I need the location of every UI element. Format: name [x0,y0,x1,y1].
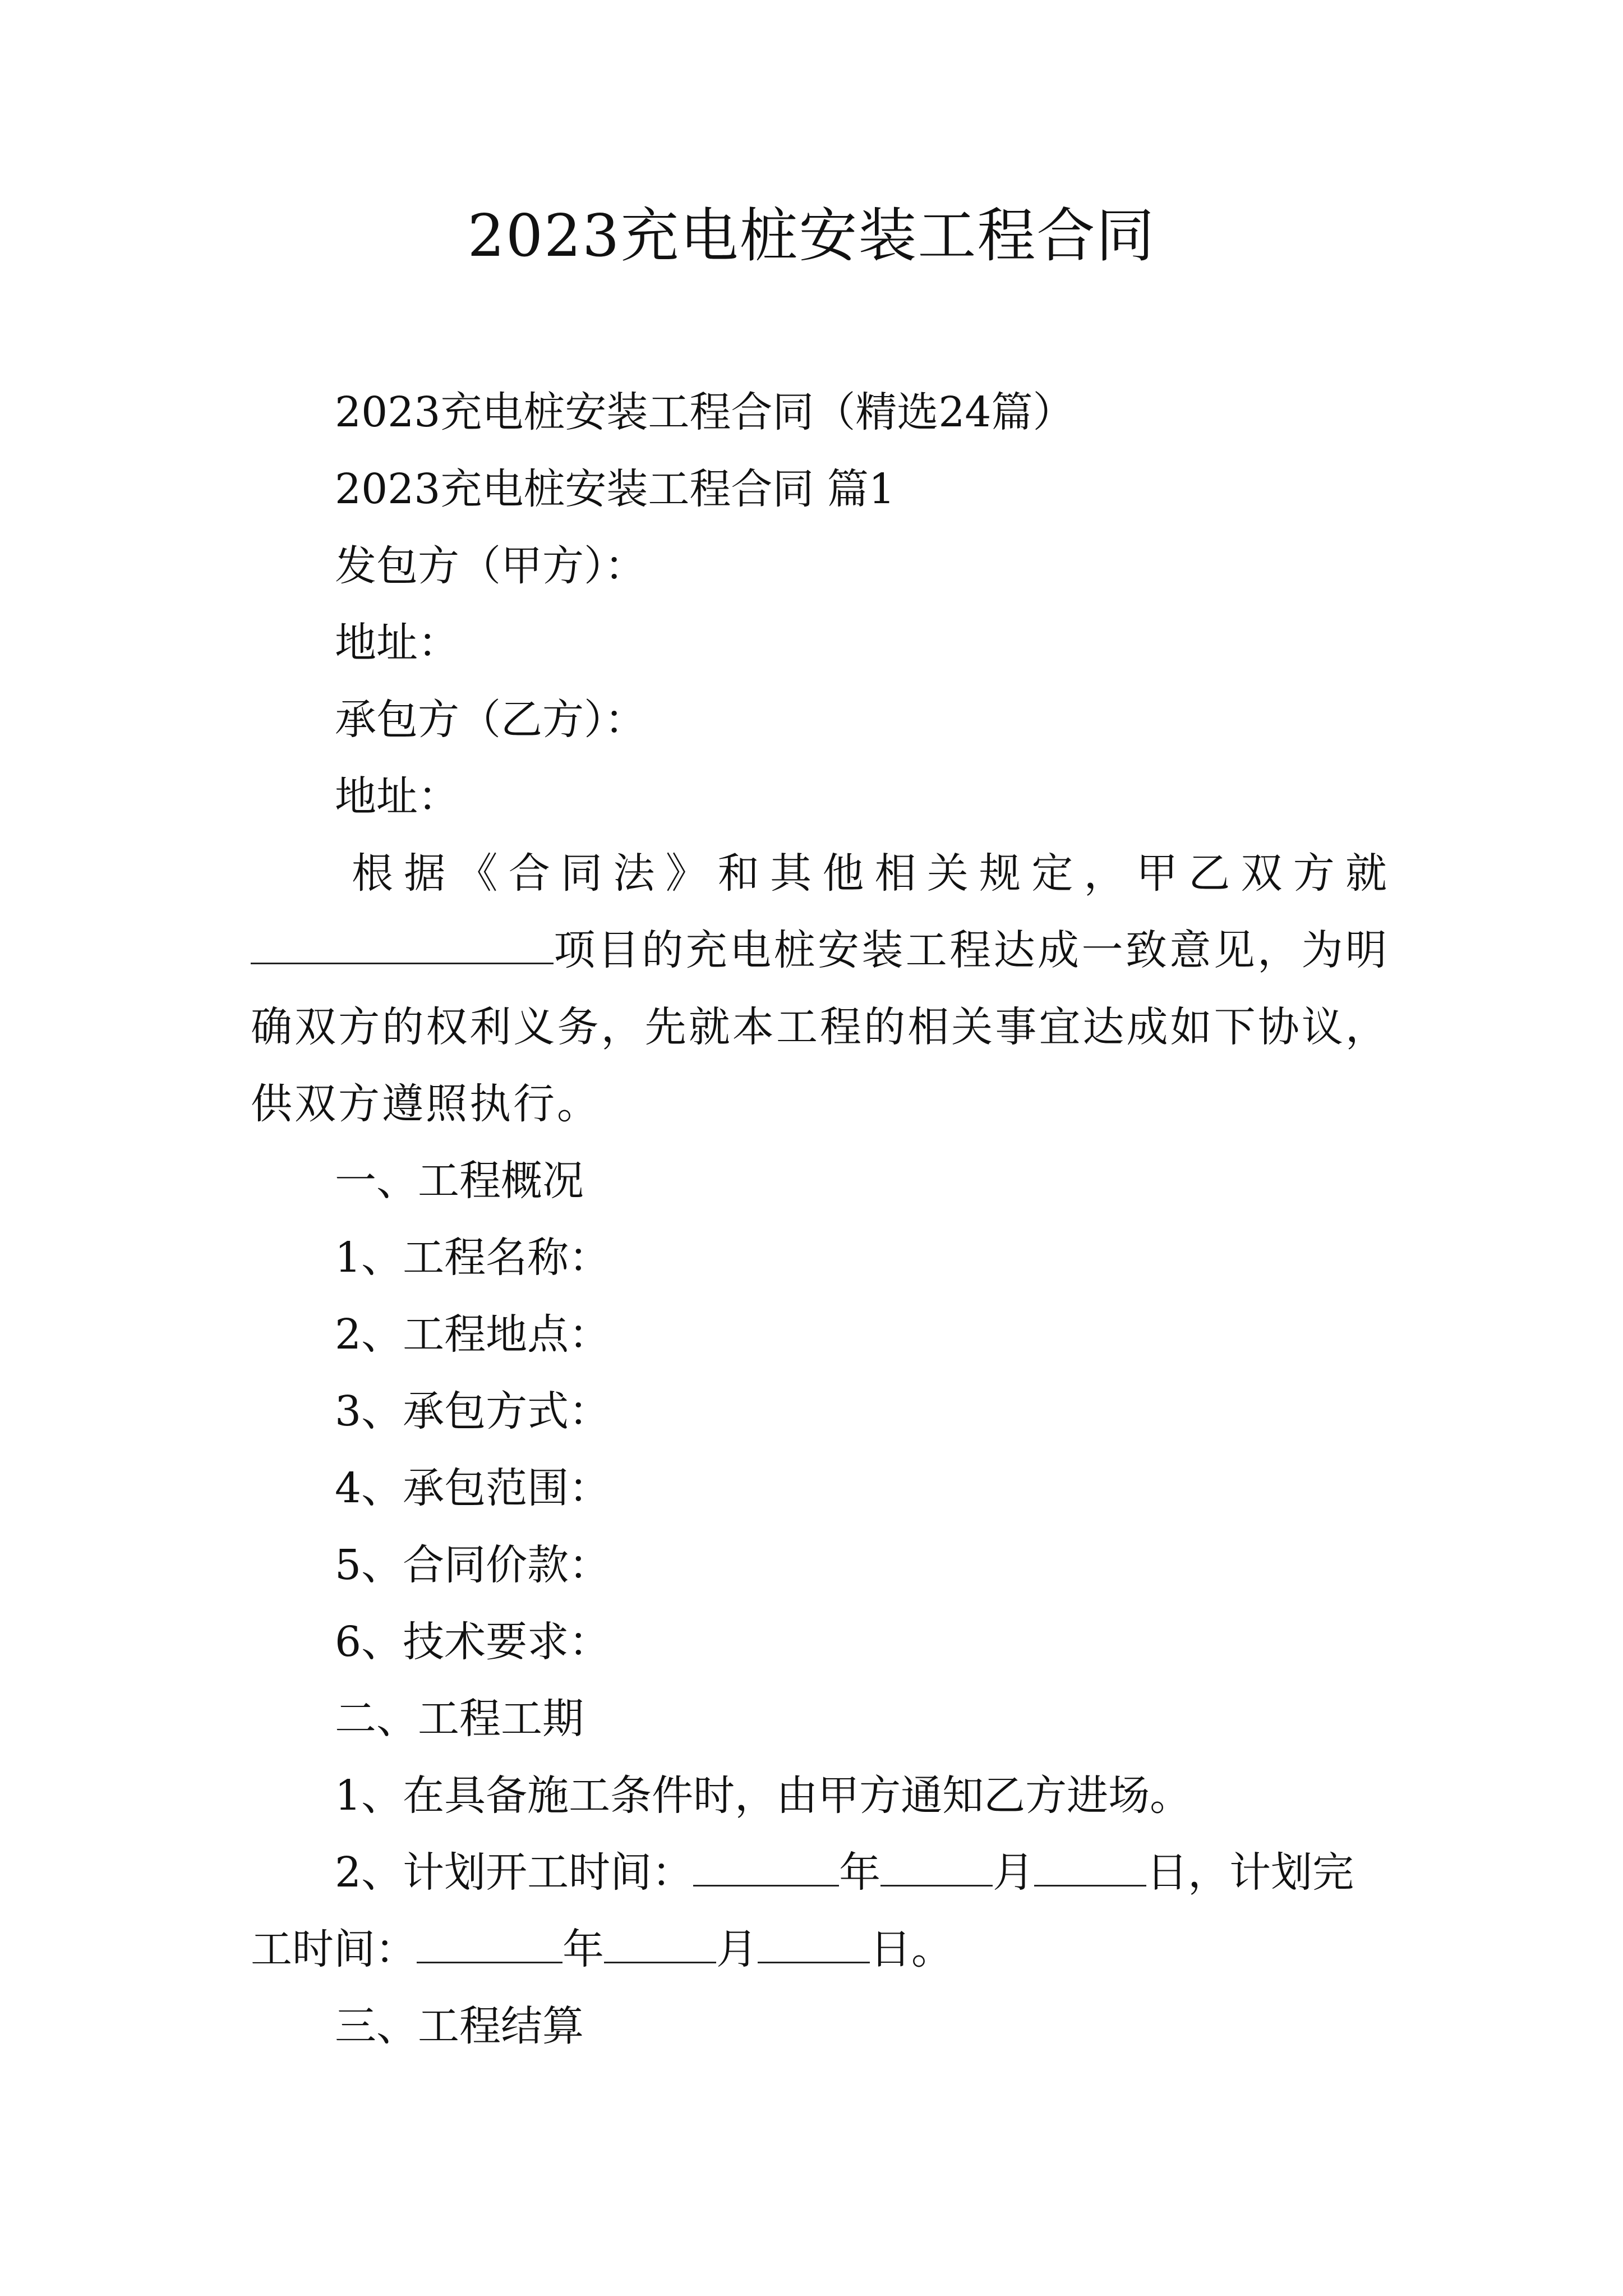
party-a-label: 发包方（甲方）： [335,542,646,590]
start-year-blank [693,1846,839,1887]
overview-item-3: 3、承包方式： [335,1387,611,1435]
start-month-blank [880,1846,993,1887]
section2-heading: 二、工程工期 [335,1695,584,1743]
overview-item-4: 4、承包范围： [335,1464,611,1512]
period-item-1: 1、在具备施工条件时，由甲方通知乙方进场。 [335,1772,1192,1820]
finish-day-blank [758,1922,870,1963]
start-month-char: 月 [993,1848,1035,1897]
document-title: 2023充电桩安装工程合同 [467,201,1156,270]
subtitle: 2023充电桩安装工程合同（精选24篇） [335,388,1075,436]
finish-month-char: 月 [716,1925,758,1973]
finish-year-char: 年 [562,1925,604,1973]
finish-day-char: 日。 [870,1925,953,1973]
project-name-blank [251,923,554,964]
start-day-blank [1034,1846,1146,1887]
section1-heading: 一、工程概况 [335,1157,584,1205]
overview-item-1: 1、工程名称： [335,1234,611,1282]
start-time-label: 2、计划开工时间： [335,1848,694,1897]
finish-time-label: 工时间： [251,1925,417,1973]
document-body [251,374,1389,2065]
finish-month-blank [604,1922,716,1963]
address-a-label: 地址： [335,619,459,667]
period-item-2 [251,1834,1389,1911]
start-year-char: 年 [839,1848,881,1897]
intro-part2: 项目的充电桩安装工程达成一致意见，为明确双方的权利义务，先就本工程的相关事宜达成如下协议，供双方遵照执行。 [251,926,1389,1128]
party-b-label: 承包方（乙方）： [335,696,646,744]
overview-item-6: 6、技术要求： [335,1618,611,1666]
period-item-2-cont [251,1911,1389,1988]
overview-item-2: 2、工程地点： [335,1310,611,1359]
intro-part1: 根据《合同法》和其他相关规定，甲乙双方就 [352,849,1389,898]
section-heading: 2023充电桩安装工程合同 篇1 [335,465,895,513]
address-b-label: 地址： [335,772,459,821]
section3-heading: 三、工程结算 [335,2002,584,2050]
intro-paragraph [251,835,1389,1143]
finish-year-blank [417,1922,562,1963]
plan-finish-text: 日，计划完 [1146,1848,1354,1897]
overview-item-5: 5、合同价款： [335,1541,611,1589]
